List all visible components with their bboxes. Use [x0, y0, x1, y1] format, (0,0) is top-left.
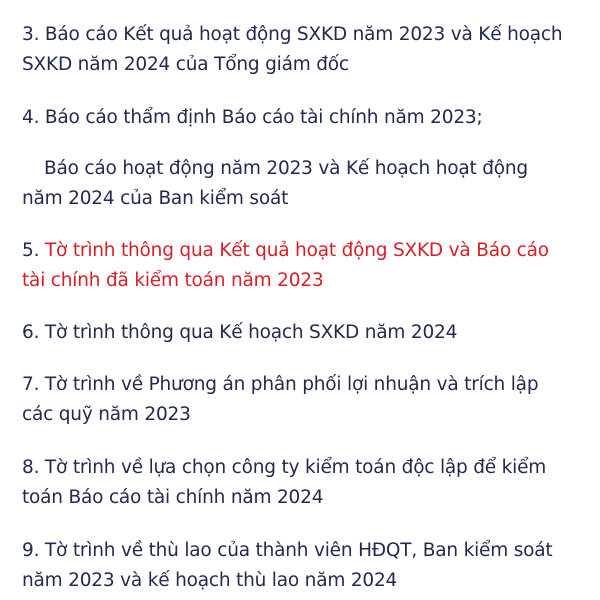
- list-item: [22, 20, 592, 80]
- list-item-line: năm 2023 và kế hoạch thù lao năm 2024: [22, 570, 398, 591]
- list-item-line: toán Báo cáo tài chính năm 2024: [22, 487, 324, 508]
- list-item: [22, 103, 592, 133]
- list-item-line: SXKD năm 2024 của Tổng giám đốc: [22, 54, 349, 75]
- list-item-line: Báo cáo hoạt động năm 2023 và Kế hoạch hoạt động: [44, 158, 528, 179]
- list-item-line: 9. Tờ trình về thù lao của thành viên HĐQT, Ban kiểm soát: [22, 540, 553, 561]
- list-item: [22, 453, 592, 513]
- list-item: [22, 370, 592, 430]
- list-item: [22, 154, 592, 214]
- list-item-number: 5.: [22, 240, 40, 261]
- list-item-line: năm 2024 của Ban kiểm soát: [22, 188, 289, 209]
- list-item-line: 7. Tờ trình về Phương án phân phối lợi nhuận và trích lập: [22, 374, 539, 395]
- list-item: [22, 536, 592, 596]
- list-item-line: tài chính đã kiểm toán năm 2023: [22, 270, 324, 291]
- list-item-text: Tờ trình thông qua Kết quả hoạt động SXKD và Báo cáo: [44, 240, 549, 261]
- list-item-line: 6. Tờ trình thông qua Kế hoạch SXKD năm 2024: [22, 322, 458, 343]
- list-item-line: 8. Tờ trình về lựa chọn công ty kiểm toán độc lập để kiểm: [22, 457, 547, 478]
- list-item-line: [22, 236, 592, 266]
- list-item-line: các quỹ năm 2023: [22, 404, 191, 425]
- list-item-highlighted: [22, 236, 592, 296]
- list-item-line: 3. Báo cáo Kết quả hoạt động SXKD năm 2023 và Kế hoạch: [22, 24, 563, 45]
- list-item: [22, 318, 592, 348]
- list-item-line: 4. Báo cáo thẩm định Báo cáo tài chính năm 2023;: [22, 107, 483, 128]
